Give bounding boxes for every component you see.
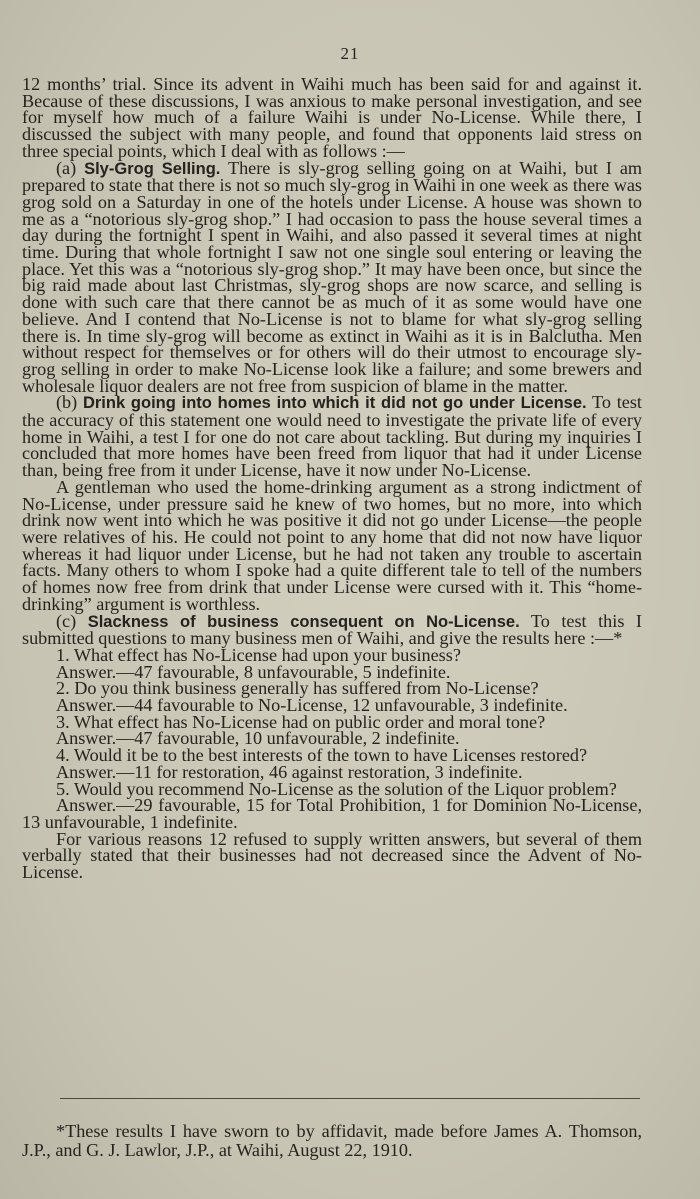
section-b-text: To test the accuracy of this statement one would need to investigate the private life of every home in Waihi, a test I for one do not care about tackling. But during my inquiries I concluded that more homes have been freed from liquor that had it under License than, being free from it under License, have it now under No-License.: [22, 392, 642, 481]
section-b-marker: (b): [56, 392, 78, 413]
section-a-heading: Sly-Grog Selling.: [84, 159, 221, 178]
question-5: 5. Would you recommend No-License as the solution of the Liquor problem?: [56, 778, 617, 799]
question-3: 3. What effect has No-License had on public order and moral tone?: [56, 711, 546, 732]
footnote: *These results I have sworn to by affidavit, made before James A. Thomson, J.P., and G. J. Lawlor, J.P., at Waihi, August 22, 1910.: [22, 1121, 642, 1161]
footnote-divider: [60, 1098, 640, 1099]
section-a-paragraph: [22, 157, 643, 396]
section-a-marker: (a): [56, 157, 77, 178]
question-1: 1. What effect has No-License had upon your business?: [56, 644, 461, 665]
question-2: 2. Do you think business generally has suffered from No-License?: [56, 678, 539, 699]
intro-paragraph: 12 months’ trial. Since its advent in Waihi much has been said for and against it. Because of these discussions, I was anxious to make personal investigation, and see for myself how much of a failure Waihi is under No-License. While there, I discussed the subject with many people, and found that opponents laid stress on three special points, which I deal with as follows :—: [22, 74, 642, 161]
section-b-paragraph: [22, 394, 642, 479]
question-4: 4. Would it be to the best interests of the town to have Licenses restored?: [56, 745, 588, 766]
section-c-heading: Slackness of business consequent on No-License.: [87, 612, 520, 631]
section-c-paragraph: [22, 610, 642, 649]
answer-5: Answer.—29 favourable, 15 for Total Prohibition, 1 for Dominion No-License, 13 unfavourable, 1 indefinite.: [22, 795, 642, 832]
answer-4: Answer.—11 for restoration, 46 against restoration, 3 indefinite.: [56, 761, 523, 782]
section-c-marker: (c): [56, 610, 77, 631]
closing-paragraph: For various reasons 12 refused to supply written answers, but several of them verbally stated that their businesses had not decreased since the Advent of No-License.: [22, 828, 642, 883]
body-text: [22, 76, 642, 881]
answer-1: Answer.—47 favourable, 8 unfavourable, 5 indefinite.: [56, 661, 451, 682]
page-number: 21: [340, 44, 360, 63]
section-c-text: To test this I submitted questions to many business men of Waihi, and give the results here :—*: [22, 610, 642, 649]
section-a-text: There is sly-grog selling going on at Waihi, but I am prepared to state that there is not so much sly-grog in Waihi in one week as there was grog sold on a Saturday in one of the hotels under License. A house was shown to me as a “notorious sly-grog shop.” I had occasion to pass the house several times a day during the fortnight I spent in Waihi, and also passed it several times at night time. During that whole fortnight I saw not one single soul entering or leaving the place. Yet this was a “notorious sly-grog shop.” It may have been once, but since the big raid made about last Christmas, sly-grog shops are now scarce, and selling is done with such care that there cannot be as much of it as some would have one believe. And I contend that No-License is not to blame for what sly-grog selling there is. In time sly-grog will become as extinct in Waihi as it is in Balclutha. Men without respect for themselves or for others will do their utmost to encourage sly-grog selling in order to make No-License look like a failure; and some brewers and wholesale liquor dealers are not free from suspicion of blame in the matter.: [22, 157, 643, 396]
answer-3: Answer.—47 favourable, 10 unfavourable, 2 indefinite.: [56, 728, 460, 749]
section-b-paragraph-2: A gentleman who used the home-drinking argument as a strong indictment of No-License, under pressure said he knew of two homes, but no more, into which drink now went into which he was positive it did not go under License—the people were relatives of his. He could not point to any home that did not now have liquor whereas it had liquor under License, but he had not taken any trouble to ascertain facts. Many others to whom I spoke had a quite different tale to tell of the numbers of homes now free from drink that under License were cursed with it. This “home-drinking” argument is worthless.: [22, 476, 642, 614]
answer-2: Answer.—44 favourable to No-License, 12 unfavourable, 3 indefinite.: [56, 695, 568, 716]
section-b-heading: Drink going into homes into which it did not go under License.: [82, 394, 587, 413]
